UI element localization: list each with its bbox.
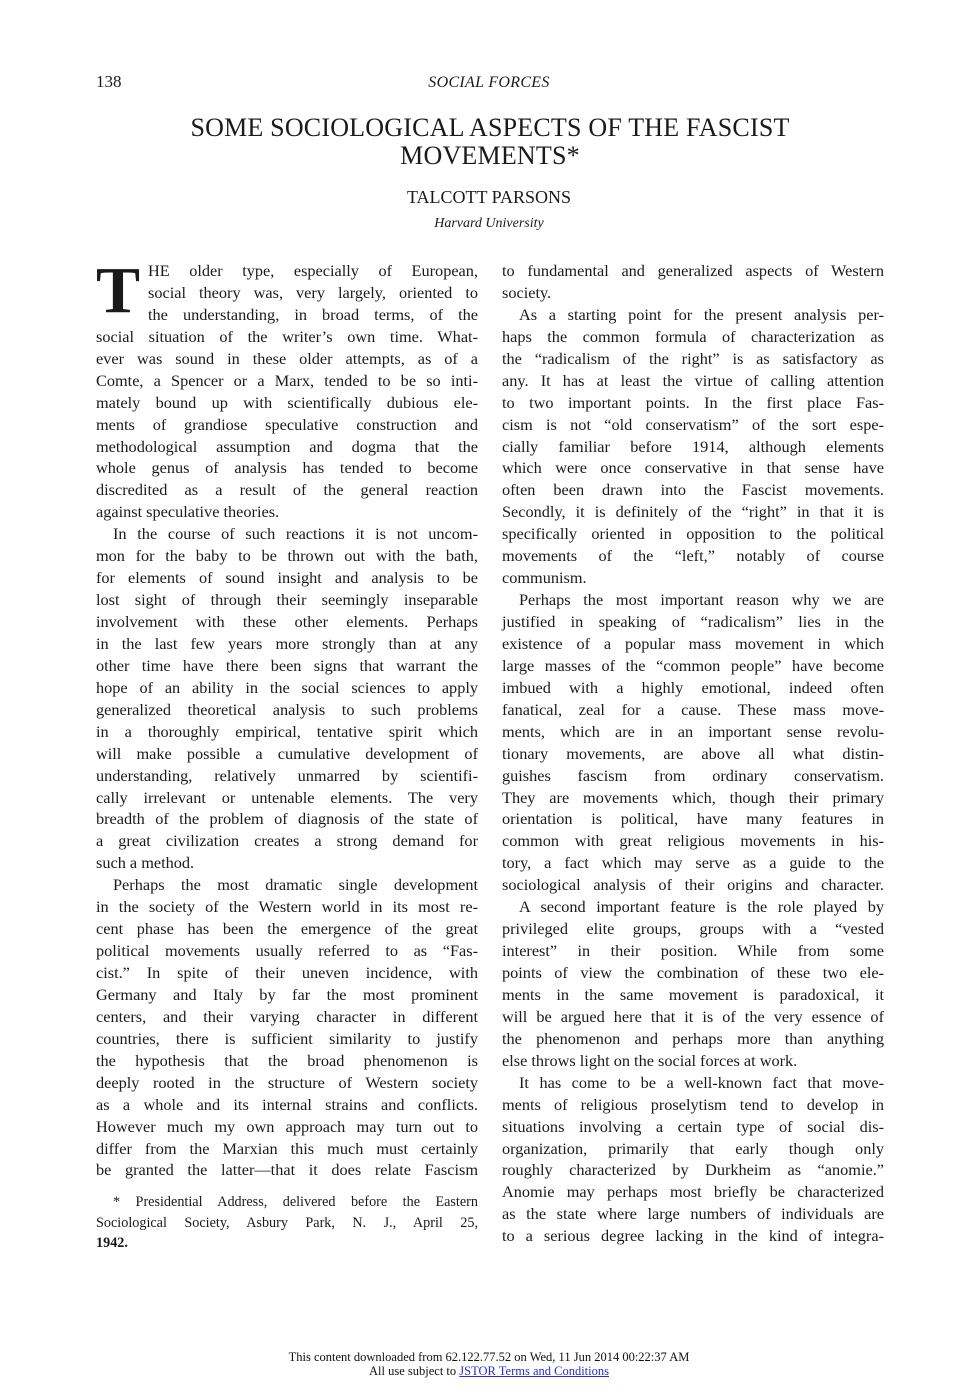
text-line: ever was sound in these older attempts, as of a [96,348,478,368]
text-line: In the course of such reactions it is not uncom- [113,524,478,544]
text-line: as a whole and its internal strains and conflicts. [96,1094,478,1114]
text-line: will be argued here that it is of the very essence of [502,1006,884,1026]
text-line: involvement with these other elements. Perhaps [96,612,478,631]
text-line: as the state where large numbers of individuals are [502,1204,884,1224]
opening-paragraph-dropcap-block [96,254,478,327]
text-line: in the society of the Western world in its most re- [96,897,478,917]
text-line: lost sight of through their seemingly inseparable [96,590,478,610]
footnote-line: * Presidential Address, delivered before the Eastern [113,1194,478,1210]
text-line: mately bound up with scientifically dubious ele- [96,392,478,412]
drop-cap: T [96,254,141,327]
text-line: sociological analysis of their origins and character. [502,875,884,895]
download-notice: This content downloaded from 62.122.77.52 on Wed, 11 Jun 2014 00:22:37 AM [288,1350,690,1364]
text-line: existence of a popular mass movement in which [502,633,884,653]
text-line: fanatical, zeal for a cause. These mass move- [502,699,884,719]
text-line: cally irrelevant or untenable elements. The very [96,787,478,807]
text-line: any. It has at least the virtue of calling attention [502,370,884,390]
text-line: breadth of the problem of diagnosis of the state of [96,809,478,829]
text-line: hope of an ability in the social sciences to apply [96,677,478,697]
text-line: mon for the baby to be thrown out with the bath, [96,546,478,566]
text-line: countries, there is sufficient similarity to justify [96,1028,478,1048]
title-line-2: MOVEMENTS* [400,141,580,170]
text-line: ments of grandiose speculative construction and [96,414,478,434]
author-affiliation: Harvard University [434,216,544,231]
text-line: Perhaps the most important reason why we are [519,590,884,610]
text-line: They are movements which, though their primary [502,787,884,807]
text-line: large masses of the “common people” have become [502,655,884,675]
text-line: to fundamental and generalized aspects of Western [502,261,884,280]
text-line: However much my own approach may turn out to [96,1116,478,1136]
text-line: cent phase has been the emergence of the great [96,919,478,939]
text-line: for elements of sound insight and analysis to be [96,568,478,588]
text-line: As a starting point for the present analysis per- [519,304,884,324]
text-line: justified in speaking of “radicalism” lies in the [502,612,884,631]
text-line: It has come to be a well-known fact that move- [519,1072,884,1092]
text-line: HE older type, especially of European, [148,261,478,280]
text-line: orientation is political, have many features in [502,809,884,829]
text-line: to two important points. In the first place Fas- [502,392,884,412]
text-line: ments in the same movement is paradoxical, it [502,984,884,1004]
text-line: methodological assumption and dogma that the [96,436,478,456]
text-line: privileged elite groups, groups with a “vested [502,919,884,939]
text-line: deeply rooted in the structure of Western society [96,1072,478,1092]
text-line: else throws light on the social forces at work. [502,1050,798,1070]
text-line: will make possible a cumulative development of [96,743,478,763]
text-line: social theory was, very largely, oriented to [148,282,478,302]
text-line: the hypothesis that the broad phenomenon is [96,1050,478,1070]
text-line: roughly characterized by Durkheim as “anomie.” [502,1160,884,1180]
text-line: in a thoroughly empirical, tentative spirit which [96,721,478,741]
text-line: which were once conservative in that sense have [502,458,884,478]
text-line: cist.” In spite of their uneven incidence, with [96,963,478,982]
text-line: differ from the Marxian this much must certainly [96,1138,478,1158]
text-line: society. [502,282,552,302]
text-line: such a method. [96,853,195,873]
text-line: understanding, relatively unmarred by scientifi- [96,765,478,785]
article-title [100,114,880,170]
text-line: in the last few years more strongly than at any [96,633,478,653]
text-line: cially familiar before 1914, although elements [502,436,884,456]
text-line: guishes fascism from ordinary conservatism. [502,765,884,785]
text-line: tionary movements, are above all what distin- [502,743,884,763]
text-line: generalized theoretical analysis to such problems [96,699,478,719]
footnote [96,1192,478,1254]
text-line: ments, which are in an important sense revolu- [502,721,884,741]
text-line: centers, and their varying character in different [96,1006,478,1026]
text-line: Germany and Italy by far the most prominent [96,984,478,1004]
terms-line [0,1364,978,1378]
text-line: the “radicalism of the right” is as satisfactory as [502,348,884,368]
text-line: against speculative theories. [96,502,280,522]
title-line-1: SOME SOCIOLOGICAL ASPECTS OF THE FASCIST [190,113,790,142]
text-line: ments of religious proselytism tend to develop in [502,1094,884,1114]
text-line: A second important feature is the role played by [519,897,884,917]
text-line: other time have there been signs that warrant the [96,655,478,675]
text-line: movements of the “left,” notably of course [502,546,884,566]
text-line: Perhaps the most dramatic single development [113,875,478,895]
page-number: 138 [96,72,122,91]
download-footer [0,1350,978,1378]
text-line: cism is not “old conservatism” of the sort espe- [502,414,884,434]
left-column [96,254,478,1181]
text-line: specifically oriented in opposition to the political [502,524,884,544]
text-line: organization, primarily that early though only [502,1138,884,1158]
text-line: discredited as a result of the general reaction [96,480,478,500]
author-name: TALCOTT PARSONS [406,187,572,207]
jstor-terms-link[interactable]: JSTOR Terms and Conditions [459,1364,609,1378]
running-head-journal: SOCIAL FORCES [428,74,550,91]
text-line: Comte, a Spencer or a Marx, tended to be so inti- [96,370,478,390]
text-line: often been drawn into the Fascist movements. [502,480,884,500]
text-line: be granted the latter—that it does relate Fascism [96,1160,478,1180]
text-line: political movements usually referred to as “Fas- [96,941,478,961]
text-line: haps the common formula of characterization as [502,326,884,346]
text-line: tory, a fact which may serve as a guide to the [502,853,884,873]
text-line: situations involving a certain type of social dis- [502,1116,884,1136]
text-line: a great civilization creates a strong demand for [96,831,478,851]
text-line: whole genus of analysis has tended to become [96,458,478,478]
text-line: imbued with a highly emotional, indeed often [502,677,884,697]
text-line: points of view the combination of these two ele- [502,963,884,982]
text-line: interest” in their position. While from some [502,941,884,961]
text-line: Anomie may perhaps most briefly be characterized [502,1182,884,1202]
right-column [502,260,884,1247]
text-line: the understanding, in broad terms, of the [148,304,478,324]
text-line: the phenomenon and perhaps more than anything [502,1028,884,1048]
text-line: to a serious degree lacking in the kind of integra- [502,1226,884,1246]
footnote-line: 1942. [96,1235,128,1251]
terms-prefix: All use subject to [369,1364,460,1378]
text-line: communism. [502,568,587,588]
text-line: Secondly, it is definitely of the “right” in that it is [502,502,884,522]
text-line: social situation of the writer’s own time. What- [96,326,478,346]
footnote-line: Sociological Society, Asbury Park, N. J., April 25, [96,1214,478,1231]
text-line: common with great religious movements in his- [502,831,884,851]
